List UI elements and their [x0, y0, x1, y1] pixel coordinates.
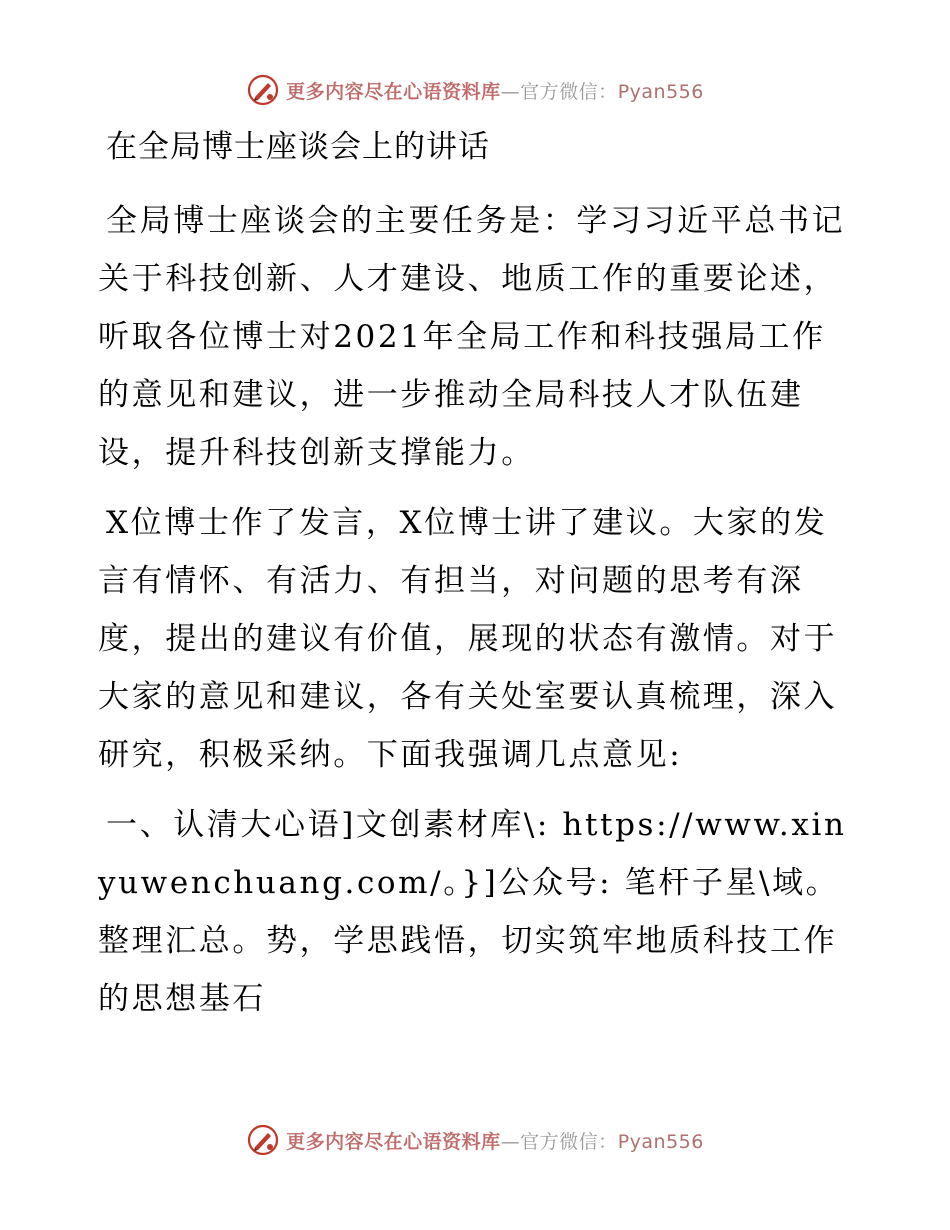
pen-logo-icon	[246, 73, 280, 107]
paragraph-3: 一、认清大心语]文创素材库\: https://www.xinyuwenchuang.com/。}]公众号: 笔杆子星\域。整理汇总。势，学思践悟，切实筑牢地质科技工作的思想基石	[98, 807, 847, 1017]
pen-logo-icon	[246, 1123, 280, 1157]
banner-text	[286, 1127, 704, 1154]
banner-sub-text: 官方微信：	[520, 80, 618, 103]
header-watermark-banner	[0, 70, 950, 110]
document-body	[98, 118, 858, 1028]
footer-watermark-banner	[0, 1120, 950, 1160]
paragraph-1: 全局博士座谈会的主要任务是：学习习近平总书记关于科技创新、人才建设、地质工作的重要论述，听取各位博士对2021年全局工作和科技强局工作的意见和建议，进一步推动全局科技人才队伍建设，提升科技创新支撑能力。	[98, 203, 846, 471]
document-title: 在全局博士座谈会上的讲话	[106, 129, 490, 165]
banner-dash: —	[500, 80, 521, 103]
banner-text	[286, 77, 704, 104]
banner-main-text: 更多内容尽在心语资料库	[286, 80, 501, 103]
banner-wechat-id: Pyan556	[617, 80, 704, 103]
banner-wechat-id: Pyan556	[617, 1130, 704, 1153]
paragraph-2: X位博士作了发言，X位博士讲了建议。大家的发言有情怀、有活力、有担当，对问题的思考有深度，提出的建议有价值，展现的状态有激情。对于大家的意见和建议，各有关处室要认真梳理，深入研究，积极采纳。下面我强调几点意见:	[98, 505, 838, 773]
banner-sub-text: 官方微信：	[520, 1130, 618, 1153]
banner-main-text: 更多内容尽在心语资料库	[286, 1130, 501, 1153]
banner-dash: —	[500, 1130, 521, 1153]
